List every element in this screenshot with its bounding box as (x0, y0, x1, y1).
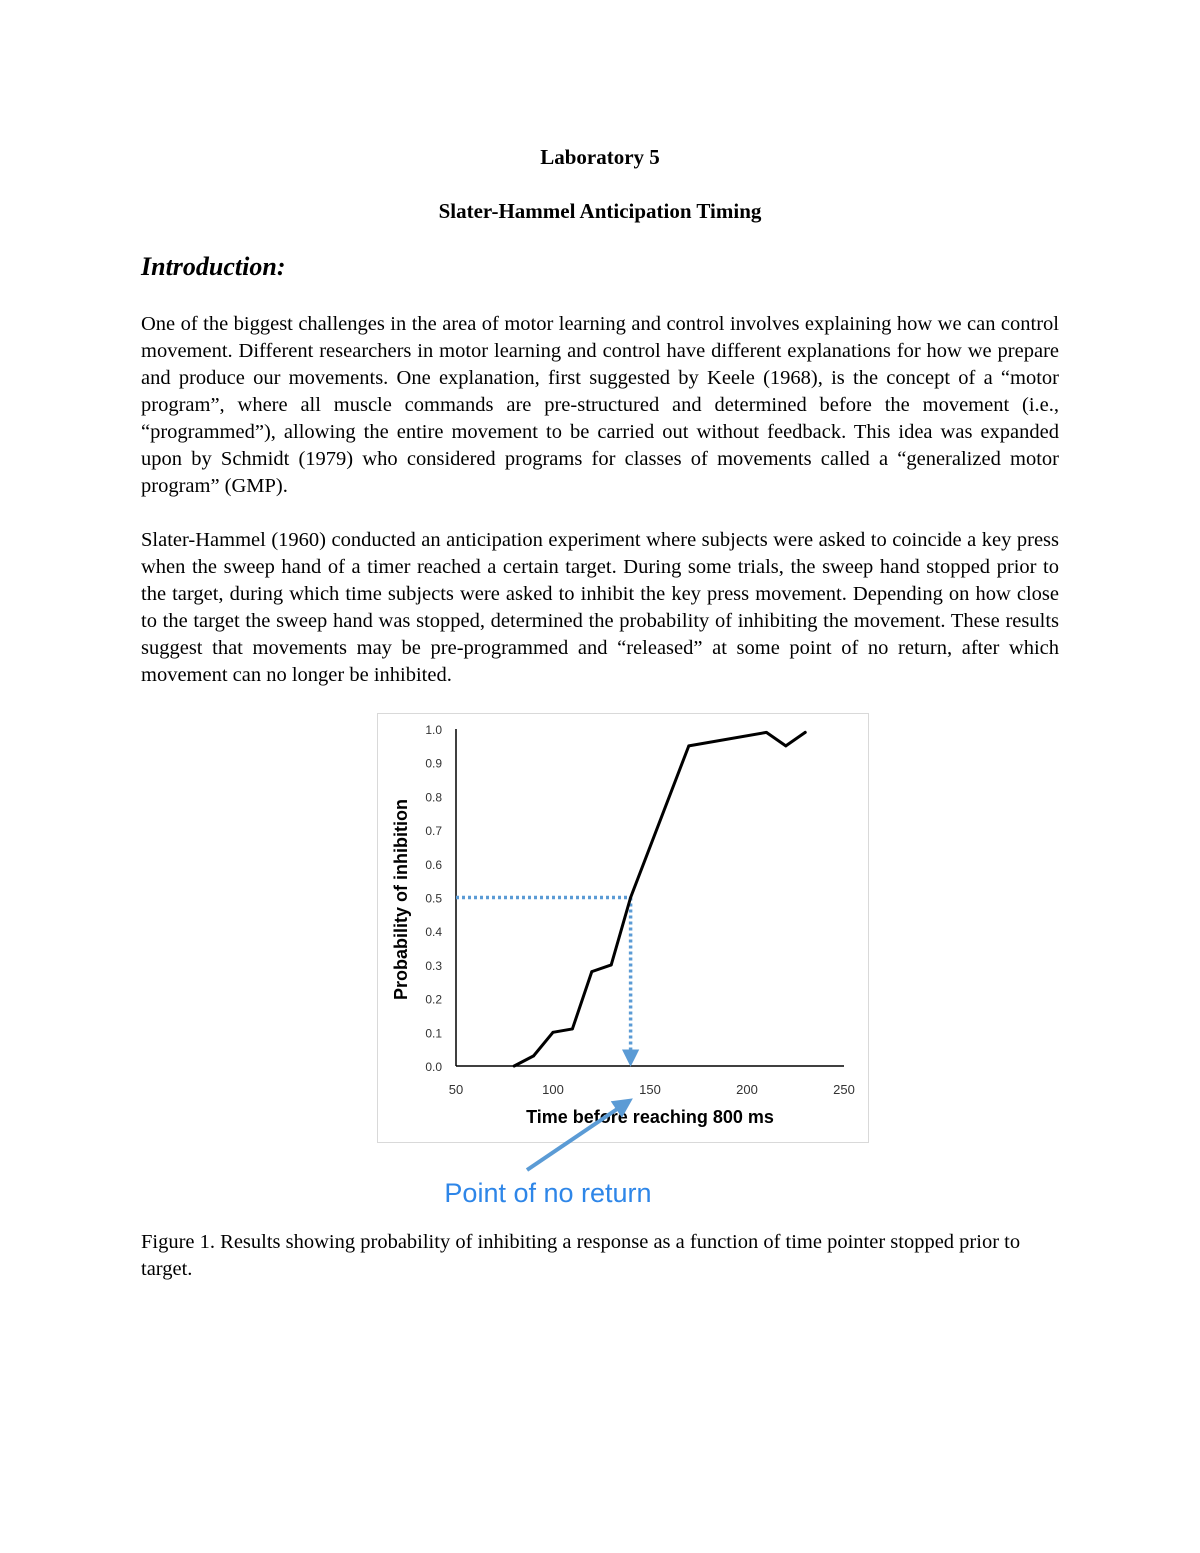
page-subtitle: Slater-Hammel Anticipation Timing (438, 199, 762, 223)
data-point (804, 731, 807, 734)
y-tick-label: 0.4 (425, 925, 442, 940)
intro-paragraph-2: Slater-Hammel (1960) conducted an anticipation experiment where subjects were asked to coincide a key press when the sweep hand of a timer reached a certain target. During some trials, the sweep hand stopped prior to the target, during which time subjects were asked to inhibit the key press movement. Depending on how close to the target the sweep hand was stopped, determined the probability of inhibiting the movement. These results suggest that movements may be pre-programmed and “released” at some point of no return, after which movement can no longer be inhibited. (141, 529, 1059, 686)
y-tick-label: 0.1 (425, 1026, 442, 1041)
y-tick-label: 0.2 (425, 992, 442, 1007)
data-point (590, 970, 593, 973)
data-point (765, 731, 768, 734)
data-point (532, 1054, 535, 1057)
data-point (610, 964, 613, 967)
intro-paragraph-1: One of the biggest challenges in the area of motor learning and control involves explaining how we can control movement. Different researchers in motor learning and control have different explanations for how we prepare and produce our movements. One explanation, first suggested by Keele (1968), is the concept of a “motor program”, where all muscle commands are pre-structured and determined before the movement (i.e., “programmed”), allowing the entire movement to be carried out without feedback. This idea was expanded upon by Schmidt (1979) who considered programs for classes of movements called a “generalized motor program” (GMP). (141, 313, 1059, 497)
y-tick-label: 0.0 (425, 1060, 442, 1074)
y-tick-label: 0.3 (425, 958, 442, 973)
x-axis-label: Time before reaching 800 ms (526, 1107, 774, 1127)
data-point (552, 1031, 555, 1034)
y-tick-label: 0.9 (425, 756, 442, 771)
series-line (514, 732, 805, 1066)
y-tick-label: 0.8 (425, 790, 442, 805)
section-heading-introduction: Introduction: (141, 252, 286, 281)
y-tick-label: 0.5 (425, 891, 442, 906)
x-tick-label: 100 (542, 1082, 564, 1097)
data-point (571, 1028, 574, 1031)
y-axis-label: Probability of inhibition (391, 799, 411, 1000)
probability-chart (377, 713, 877, 1223)
data-point (687, 744, 690, 747)
annotation-point-of-no-return: Point of no return (444, 1178, 652, 1208)
data-point (629, 896, 632, 899)
x-tick-label: 250 (833, 1082, 855, 1097)
y-tick-label: 0.7 (425, 824, 442, 839)
x-tick-label: 200 (736, 1082, 758, 1097)
x-tick-label: 150 (639, 1082, 661, 1097)
y-tick-label: 0.6 (425, 857, 442, 872)
y-tick-label: 1.0 (425, 723, 442, 737)
data-point (784, 744, 787, 747)
figure-caption: Figure 1. Results showing probability of inhibiting a response as a function of time pointer stopped prior to target. (141, 1231, 1021, 1280)
x-tick-label: 50 (448, 1082, 464, 1097)
data-point (513, 1065, 516, 1068)
page-title: Laboratory 5 (540, 145, 660, 169)
